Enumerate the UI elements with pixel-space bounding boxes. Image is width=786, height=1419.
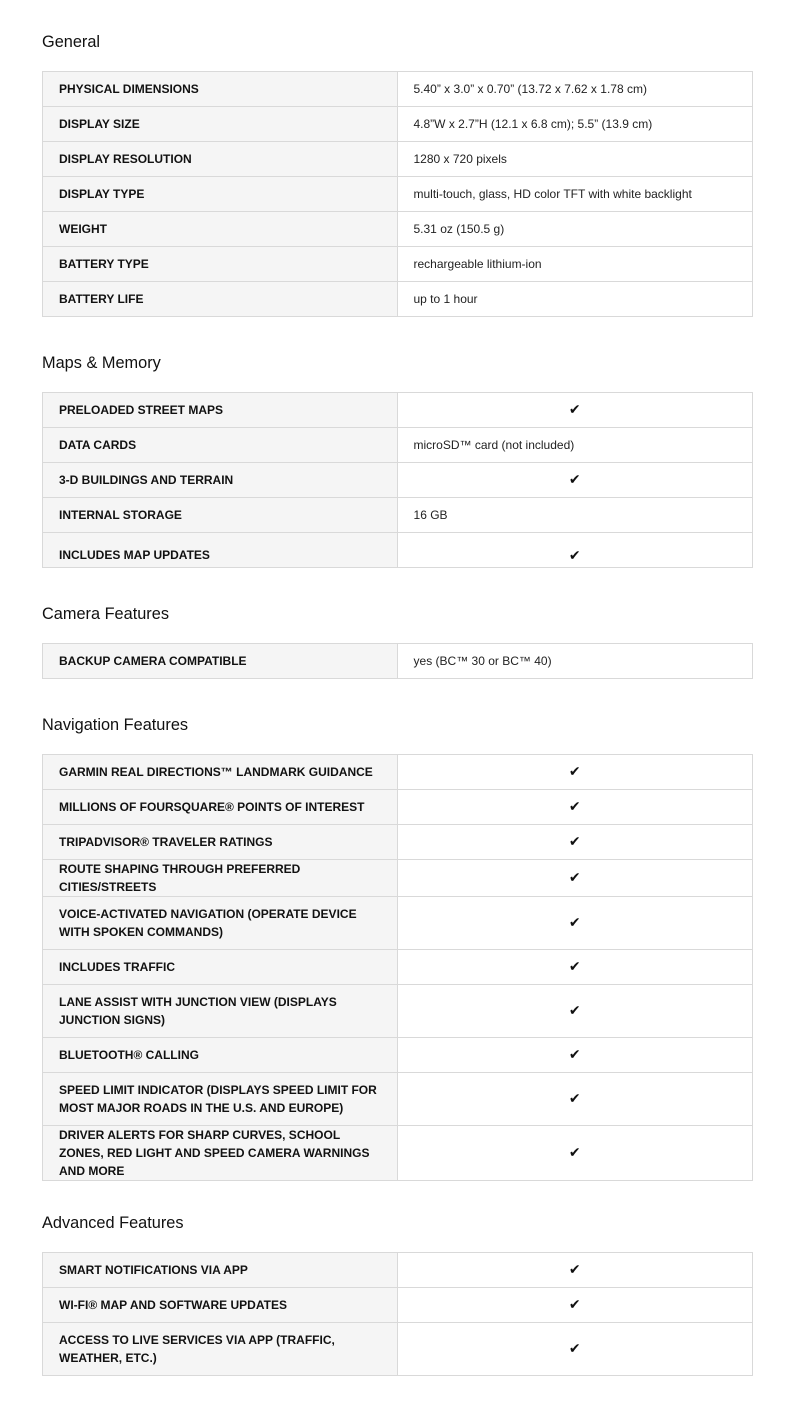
check-icon: ✔: [568, 401, 581, 417]
spec-label: LANE ASSIST WITH JUNCTION VIEW (DISPLAYS JUNCTION SIGNS): [43, 985, 398, 1038]
spec-value: multi-touch, glass, HD color TFT with white backlight: [397, 177, 753, 212]
table-row: [43, 790, 753, 825]
table-row: [43, 533, 753, 568]
spec-label: DISPLAY TYPE: [43, 177, 398, 212]
spec-label: WEIGHT: [43, 212, 398, 247]
check-icon: ✔: [568, 547, 581, 560]
spec-value: 4.8”W x 2.7”H (12.1 x 6.8 cm); 5.5” (13.9 cm): [397, 107, 753, 142]
spec-label: DRIVER ALERTS FOR SHARP CURVES, SCHOOL ZONES, RED LIGHT AND SPEED CAMERA WARNINGS AND MORE: [43, 1126, 398, 1181]
table-row: [43, 897, 753, 950]
spec-label: INTERNAL STORAGE: [43, 498, 398, 533]
table-row: [43, 142, 753, 177]
table-row: [43, 1073, 753, 1126]
spec-label: MILLIONS OF FOURSQUARE® POINTS OF INTEREST: [43, 790, 398, 825]
spec-label: ACCESS TO LIVE SERVICES VIA APP (TRAFFIC, WEATHER, ETC.): [43, 1323, 398, 1376]
general-spec-table: [42, 71, 753, 317]
check-icon: ✔: [568, 1090, 581, 1106]
navigation-spec-table: [42, 754, 753, 1181]
spec-label: GARMIN REAL DIRECTIONS™ LANDMARK GUIDANCE: [43, 755, 398, 790]
check-icon: ✔: [568, 1296, 581, 1312]
spec-label: SPEED LIMIT INDICATOR (DISPLAYS SPEED LIMIT FOR MOST MAJOR ROADS IN THE U.S. AND EUROPE): [43, 1073, 398, 1126]
table-row: [43, 644, 753, 679]
spec-label: 3-D BUILDINGS AND TERRAIN: [43, 463, 398, 498]
spec-value: [397, 533, 752, 568]
table-row: [43, 463, 753, 498]
spec-label: DISPLAY RESOLUTION: [43, 142, 398, 177]
camera-spec-table: [42, 643, 753, 679]
check-icon: ✔: [568, 914, 581, 930]
check-icon: ✔: [568, 869, 581, 885]
check-icon: ✔: [568, 1046, 581, 1062]
section-title-navigation-features: Navigation Features: [42, 715, 189, 734]
table-row: [43, 1253, 753, 1288]
advanced-spec-table: [42, 1252, 753, 1376]
table-row: [43, 498, 753, 533]
spec-value: 16 GB: [397, 498, 752, 533]
table-row: [43, 755, 753, 790]
table-row: [43, 1038, 753, 1073]
table-row: [43, 393, 753, 428]
spec-value: 5.31 oz (150.5 g): [397, 212, 753, 247]
table-row: [43, 428, 753, 463]
spec-value: [397, 393, 752, 428]
spec-value: [397, 950, 752, 985]
check-icon: ✔: [568, 1002, 581, 1018]
spec-label: VOICE-ACTIVATED NAVIGATION (OPERATE DEVICE WITH SPOKEN COMMANDS): [43, 897, 398, 950]
table-row: [43, 107, 753, 142]
spec-value: [397, 897, 752, 950]
section-title-camera-features: Camera Features: [42, 604, 169, 623]
spec-label: BATTERY TYPE: [43, 247, 398, 282]
table-row: [43, 1126, 753, 1181]
check-icon: ✔: [568, 763, 581, 779]
spec-label: BATTERY LIFE: [43, 282, 398, 317]
table-row: [43, 212, 753, 247]
spec-label: ROUTE SHAPING THROUGH PREFERRED CITIES/STREETS: [43, 860, 398, 897]
spec-value: [397, 1073, 752, 1126]
check-icon: ✔: [568, 471, 581, 487]
check-icon: ✔: [568, 1144, 581, 1160]
spec-value: [397, 860, 752, 897]
check-icon: ✔: [568, 1340, 581, 1356]
table-row: [43, 825, 753, 860]
spec-label: PHYSICAL DIMENSIONS: [43, 72, 398, 107]
spec-value: [397, 985, 752, 1038]
spec-value: 5.40” x 3.0” x 0.70” (13.72 x 7.62 x 1.78 cm): [397, 72, 753, 107]
spec-label: BLUETOOTH® CALLING: [43, 1038, 398, 1073]
spec-label: WI-FI® MAP AND SOFTWARE UPDATES: [43, 1288, 398, 1323]
check-icon: ✔: [568, 1261, 581, 1277]
spec-label: DATA CARDS: [43, 428, 398, 463]
spec-value: [397, 463, 752, 498]
spec-value: [397, 1126, 752, 1181]
table-row: [43, 177, 753, 212]
spec-label: INCLUDES TRAFFIC: [43, 950, 398, 985]
spec-value: 1280 x 720 pixels: [397, 142, 753, 177]
spec-value: microSD™ card (not included): [397, 428, 752, 463]
section-title-general: General: [42, 32, 101, 51]
section-title-advanced-features: Advanced Features: [42, 1213, 184, 1232]
check-icon: ✔: [568, 798, 581, 814]
spec-value: yes (BC™ 30 or BC™ 40): [397, 644, 752, 679]
spec-value: up to 1 hour: [397, 282, 753, 317]
spec-value: [397, 1038, 752, 1073]
spec-value: [397, 1253, 752, 1288]
section-title-maps-memory: Maps & Memory: [42, 353, 161, 372]
check-icon: ✔: [568, 958, 581, 974]
spec-label: DISPLAY SIZE: [43, 107, 398, 142]
spec-value: [397, 1288, 752, 1323]
table-row: [43, 1288, 753, 1323]
spec-label: PRELOADED STREET MAPS: [43, 393, 398, 428]
check-icon: ✔: [568, 833, 581, 849]
spec-label: SMART NOTIFICATIONS VIA APP: [43, 1253, 398, 1288]
table-row: [43, 282, 753, 317]
table-row: [43, 1323, 753, 1376]
spec-label: BACKUP CAMERA COMPATIBLE: [43, 644, 398, 679]
spec-label: [43, 533, 398, 568]
table-row: [43, 950, 753, 985]
spec-value: [397, 790, 752, 825]
table-row: [43, 247, 753, 282]
table-row: [43, 72, 753, 107]
spec-value: [397, 1323, 752, 1376]
spec-label: TRIPADVISOR® TRAVELER RATINGS: [43, 825, 398, 860]
table-row: [43, 985, 753, 1038]
spec-value: [397, 755, 752, 790]
maps-memory-spec-table: [42, 392, 753, 568]
spec-value: rechargeable lithium-ion: [397, 247, 753, 282]
spec-label-text: INCLUDES MAP UPDATES: [59, 548, 210, 560]
table-row: [43, 860, 753, 897]
spec-value: [397, 825, 752, 860]
